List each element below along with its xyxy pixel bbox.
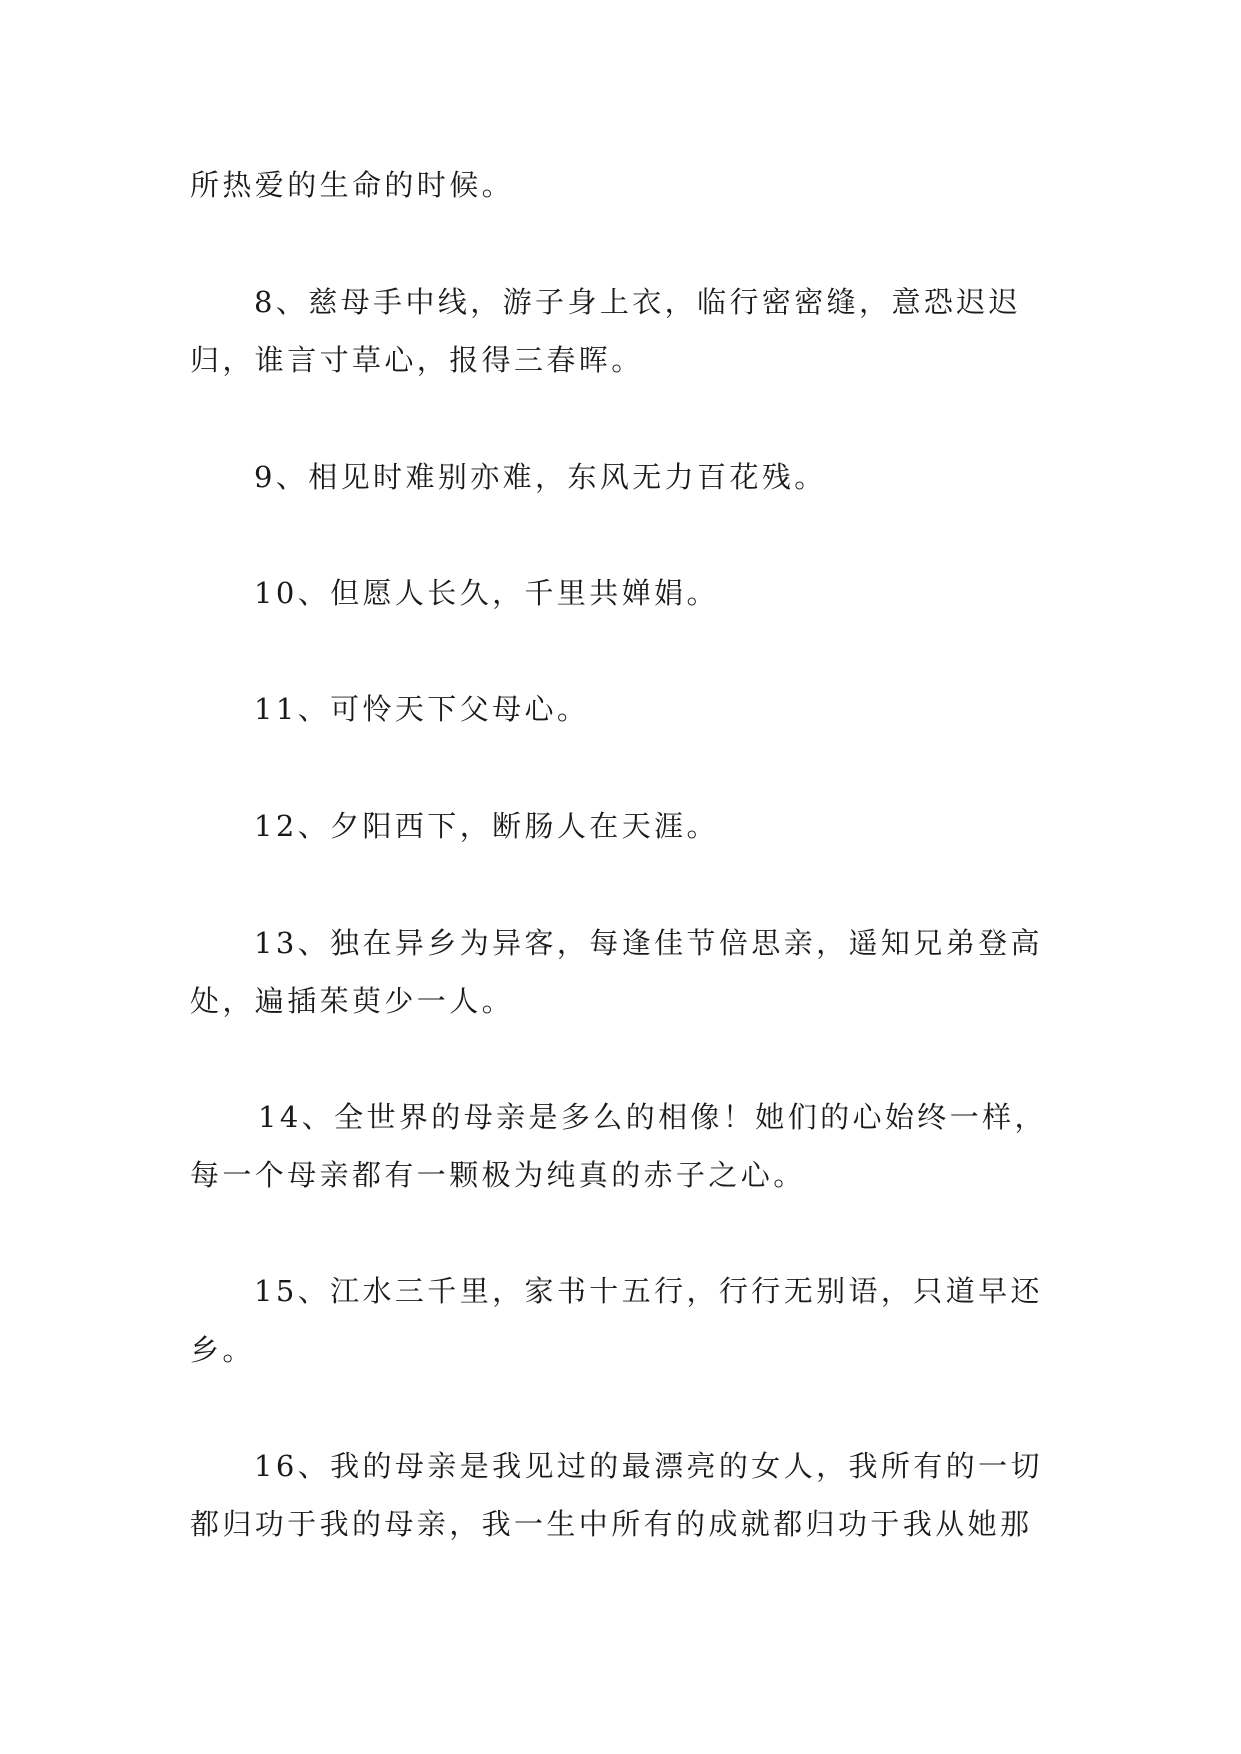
text-line: 9、相见时难别亦难，东风无力百花残。 [254, 460, 827, 494]
text-line: 15、江水三千里，家书十五行，行行无别语，只道早还 [254, 1274, 1043, 1308]
text-line: 处，遍插茱萸少一人。 [190, 984, 515, 1018]
text-line: 12、夕阳西下，断肠人在天涯。 [254, 809, 719, 843]
text-line: 归，谁言寸草心，报得三春晖。 [190, 343, 644, 377]
text-line: 16、我的母亲是我见过的最漂亮的女人，我所有的一切 [254, 1449, 1043, 1483]
text-line: 都归功于我的母亲，我一生中所有的成就都归功于我从她那 [190, 1507, 1033, 1541]
text-line: 每一个母亲都有一颗极为纯真的赤子之心。 [190, 1158, 806, 1192]
text-line: 10、但愿人长久，千里共婵娟。 [254, 576, 719, 610]
text-line: 8、慈母手中线，游子身上衣，临行密密缝，意恐迟迟 [254, 285, 1022, 319]
text-line: 11、可怜天下父母心。 [254, 692, 590, 726]
text-line: 所热爱的生命的时候。 [190, 168, 515, 202]
text-line: 13、独在异乡为异客，每逢佳节倍思亲，遥知兄弟登高 [254, 926, 1043, 960]
text-line: 乡。 [190, 1333, 255, 1367]
text-line: 14、全世界的母亲是多么的相像！她们的心始终一样， [258, 1100, 1047, 1134]
